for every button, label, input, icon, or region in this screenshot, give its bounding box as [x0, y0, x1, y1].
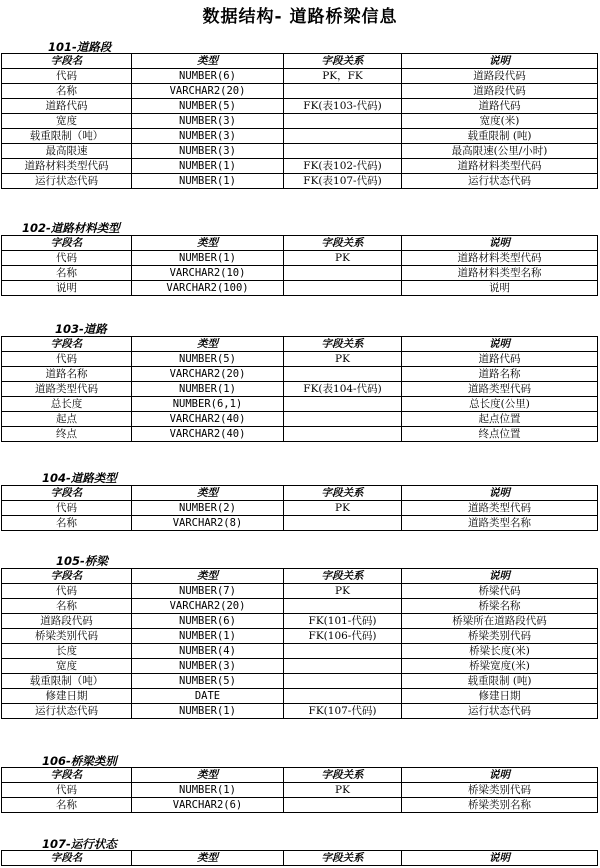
table-cell: 桥梁类别代码	[402, 629, 598, 644]
table-cell: NUMBER(1)	[132, 174, 284, 189]
table-cell: DATE	[132, 689, 284, 704]
table-cell: 载重限制（吨）	[2, 674, 132, 689]
table-row	[2, 251, 598, 266]
field-table	[1, 568, 598, 719]
column-header: 字段名	[2, 54, 132, 69]
table-cell: FK(表107-代码)	[284, 174, 402, 189]
column-header: 字段关系	[284, 851, 402, 866]
column-header: 说明	[402, 236, 598, 251]
table-cell	[284, 266, 402, 281]
table-cell: NUMBER(3)	[132, 129, 284, 144]
table-cell: 名称	[2, 84, 132, 99]
column-header: 字段名	[2, 486, 132, 501]
column-header: 字段关系	[284, 236, 402, 251]
table-cell: NUMBER(4)	[132, 644, 284, 659]
table-cell: 名称	[2, 599, 132, 614]
table-cell: VARCHAR2(6)	[132, 798, 284, 813]
section-heading: 107-运行状态	[42, 837, 117, 851]
table-cell: 道路代码	[402, 99, 598, 114]
table-cell	[284, 281, 402, 296]
table-row	[2, 644, 598, 659]
column-header: 字段名	[2, 337, 132, 352]
column-header: 字段名	[2, 768, 132, 783]
table-cell	[284, 659, 402, 674]
table-cell: 总长度(公里)	[402, 397, 598, 412]
table-cell	[284, 367, 402, 382]
table-cell: NUMBER(1)	[132, 159, 284, 174]
table-cell: 最高限速	[2, 144, 132, 159]
table-cell	[284, 644, 402, 659]
column-header: 字段名	[2, 851, 132, 866]
field-table	[1, 485, 598, 531]
table-row	[2, 614, 598, 629]
table-cell: 代码	[2, 251, 132, 266]
table-cell: 桥梁长度(米)	[402, 644, 598, 659]
table-cell: VARCHAR2(40)	[132, 412, 284, 427]
field-table	[1, 336, 598, 442]
table-header-row	[2, 851, 598, 866]
table-header-row	[2, 486, 598, 501]
table-cell: PK	[284, 783, 402, 798]
table-cell: PK，FK	[284, 69, 402, 84]
table-cell: 总长度	[2, 397, 132, 412]
table-cell: PK	[284, 251, 402, 266]
table-cell: 道路段代码	[402, 84, 598, 99]
table-cell	[284, 599, 402, 614]
table-row	[2, 629, 598, 644]
table-cell: 道路代码	[402, 352, 598, 367]
field-table	[1, 767, 598, 813]
table-cell: 桥梁代码	[402, 584, 598, 599]
table-cell: 道路类型代码	[402, 501, 598, 516]
table-cell: NUMBER(5)	[132, 352, 284, 367]
table-cell	[284, 412, 402, 427]
table-cell: 起点位置	[402, 412, 598, 427]
table-cell	[284, 144, 402, 159]
table-cell: VARCHAR2(40)	[132, 427, 284, 442]
table-row	[2, 174, 598, 189]
table-row	[2, 674, 598, 689]
table-row	[2, 129, 598, 144]
table-cell: NUMBER(1)	[132, 382, 284, 397]
column-header: 类型	[132, 569, 284, 584]
table-cell: PK	[284, 584, 402, 599]
table-cell: NUMBER(5)	[132, 99, 284, 114]
section-heading: 105-桥梁	[56, 554, 108, 568]
table-cell: PK	[284, 352, 402, 367]
table-cell	[284, 427, 402, 442]
table-row	[2, 412, 598, 427]
table-header-row	[2, 236, 598, 251]
table-cell: 道路类型代码	[402, 382, 598, 397]
column-header: 字段关系	[284, 768, 402, 783]
table-cell: 代码	[2, 352, 132, 367]
table-cell: VARCHAR2(20)	[132, 599, 284, 614]
table-cell: 道路材料类型名称	[402, 266, 598, 281]
table-cell	[284, 674, 402, 689]
table-cell: NUMBER(1)	[132, 629, 284, 644]
table-cell: 宽度(米)	[402, 114, 598, 129]
section-heading: 103-道路	[55, 322, 107, 336]
table-cell: 运行状态代码	[402, 174, 598, 189]
table-cell: NUMBER(2)	[132, 501, 284, 516]
table-cell: VARCHAR2(100)	[132, 281, 284, 296]
table-row	[2, 704, 598, 719]
table-cell	[284, 84, 402, 99]
column-header: 说明	[402, 569, 598, 584]
table-row	[2, 516, 598, 531]
table-cell: 桥梁类别代码	[402, 783, 598, 798]
table-cell: 载重限制 (吨)	[402, 674, 598, 689]
table-cell: NUMBER(7)	[132, 584, 284, 599]
table-cell: VARCHAR2(10)	[132, 266, 284, 281]
table-cell	[284, 689, 402, 704]
field-table	[1, 235, 598, 296]
table-cell: 终点	[2, 427, 132, 442]
table-cell: NUMBER(6)	[132, 614, 284, 629]
table-row	[2, 69, 598, 84]
table-row	[2, 659, 598, 674]
table-cell: 终点位置	[402, 427, 598, 442]
column-header: 类型	[132, 486, 284, 501]
column-header: 类型	[132, 54, 284, 69]
table-cell: 道路材料类型代码	[402, 159, 598, 174]
table-cell: NUMBER(6)	[132, 69, 284, 84]
table-row	[2, 99, 598, 114]
table-row	[2, 266, 598, 281]
column-header: 字段关系	[284, 486, 402, 501]
table-cell: 道路类型代码	[2, 382, 132, 397]
section-heading: 106-桥梁类别	[42, 754, 117, 768]
table-cell: NUMBER(6,1)	[132, 397, 284, 412]
table-cell: 宽度	[2, 114, 132, 129]
page-title: 数据结构- 道路桥梁信息	[202, 7, 398, 27]
column-header: 字段关系	[284, 54, 402, 69]
table-cell	[284, 397, 402, 412]
table-cell: 桥梁宽度(米)	[402, 659, 598, 674]
table-cell: 桥梁名称	[402, 599, 598, 614]
column-header: 说明	[402, 337, 598, 352]
column-header: 字段名	[2, 569, 132, 584]
field-table	[1, 850, 598, 866]
column-header: 字段关系	[284, 569, 402, 584]
table-cell: 代码	[2, 501, 132, 516]
table-cell: 桥梁所在道路段代码	[402, 614, 598, 629]
table-row	[2, 599, 598, 614]
table-cell: 名称	[2, 266, 132, 281]
table-cell: 载重限制（吨）	[2, 129, 132, 144]
table-cell: 桥梁类别名称	[402, 798, 598, 813]
table-header-row	[2, 768, 598, 783]
table-cell: FK(表102-代码)	[284, 159, 402, 174]
table-row	[2, 367, 598, 382]
table-cell: 道路材料类型代码	[402, 251, 598, 266]
table-cell: 名称	[2, 798, 132, 813]
table-row	[2, 159, 598, 174]
table-cell: 代码	[2, 69, 132, 84]
table-cell: 道路代码	[2, 99, 132, 114]
table-cell	[284, 129, 402, 144]
table-cell: 长度	[2, 644, 132, 659]
table-cell	[284, 798, 402, 813]
table-cell: NUMBER(1)	[132, 704, 284, 719]
table-row	[2, 281, 598, 296]
table-cell: 道路段代码	[402, 69, 598, 84]
table-row	[2, 397, 598, 412]
table-cell: NUMBER(5)	[132, 674, 284, 689]
table-cell: 说明	[2, 281, 132, 296]
table-row	[2, 783, 598, 798]
table-cell: 修建日期	[402, 689, 598, 704]
table-cell: 载重限制 (吨)	[402, 129, 598, 144]
table-cell: 运行状态代码	[2, 174, 132, 189]
table-cell: 修建日期	[2, 689, 132, 704]
table-cell: 道路名称	[2, 367, 132, 382]
column-header: 说明	[402, 54, 598, 69]
table-cell: 运行状态代码	[402, 704, 598, 719]
table-cell: FK(106-代码)	[284, 629, 402, 644]
table-cell: 桥梁类别代码	[2, 629, 132, 644]
table-cell: VARCHAR2(20)	[132, 84, 284, 99]
table-cell: FK(107-代码)	[284, 704, 402, 719]
table-header-row	[2, 337, 598, 352]
table-row	[2, 689, 598, 704]
table-cell: VARCHAR2(20)	[132, 367, 284, 382]
table-cell: 道路名称	[402, 367, 598, 382]
column-header: 说明	[402, 486, 598, 501]
table-cell: FK(101-代码)	[284, 614, 402, 629]
table-cell: 道路材料类型代码	[2, 159, 132, 174]
column-header: 类型	[132, 768, 284, 783]
column-header: 类型	[132, 337, 284, 352]
table-row	[2, 584, 598, 599]
table-cell: NUMBER(1)	[132, 251, 284, 266]
table-row	[2, 352, 598, 367]
table-cell: 说明	[402, 281, 598, 296]
table-cell: PK	[284, 501, 402, 516]
table-row	[2, 84, 598, 99]
field-table	[1, 53, 598, 189]
table-cell: 道路段代码	[2, 614, 132, 629]
table-cell: FK(表103-代码)	[284, 99, 402, 114]
column-header: 说明	[402, 768, 598, 783]
table-header-row	[2, 54, 598, 69]
table-cell: NUMBER(1)	[132, 783, 284, 798]
table-row	[2, 114, 598, 129]
column-header: 字段名	[2, 236, 132, 251]
table-cell: 宽度	[2, 659, 132, 674]
table-cell: 运行状态代码	[2, 704, 132, 719]
table-cell: NUMBER(3)	[132, 144, 284, 159]
table-cell: NUMBER(3)	[132, 659, 284, 674]
table-cell: NUMBER(3)	[132, 114, 284, 129]
column-header: 字段关系	[284, 337, 402, 352]
column-header: 说明	[402, 851, 598, 866]
table-cell	[284, 516, 402, 531]
table-cell: 道路类型名称	[402, 516, 598, 531]
section-heading: 104-道路类型	[42, 471, 117, 485]
section-heading: 102-道路材料类型	[22, 221, 120, 235]
table-header-row	[2, 569, 598, 584]
table-row	[2, 798, 598, 813]
table-cell: 代码	[2, 584, 132, 599]
table-row	[2, 501, 598, 516]
section-heading: 101-道路段	[48, 40, 112, 54]
column-header: 类型	[132, 236, 284, 251]
table-cell: 起点	[2, 412, 132, 427]
table-cell: 名称	[2, 516, 132, 531]
table-cell: 最高限速(公里/小时)	[402, 144, 598, 159]
table-cell: VARCHAR2(8)	[132, 516, 284, 531]
table-row	[2, 382, 598, 397]
table-row	[2, 427, 598, 442]
table-cell: FK(表104-代码)	[284, 382, 402, 397]
column-header: 类型	[132, 851, 284, 866]
table-cell	[284, 114, 402, 129]
table-cell: 代码	[2, 783, 132, 798]
table-row	[2, 144, 598, 159]
